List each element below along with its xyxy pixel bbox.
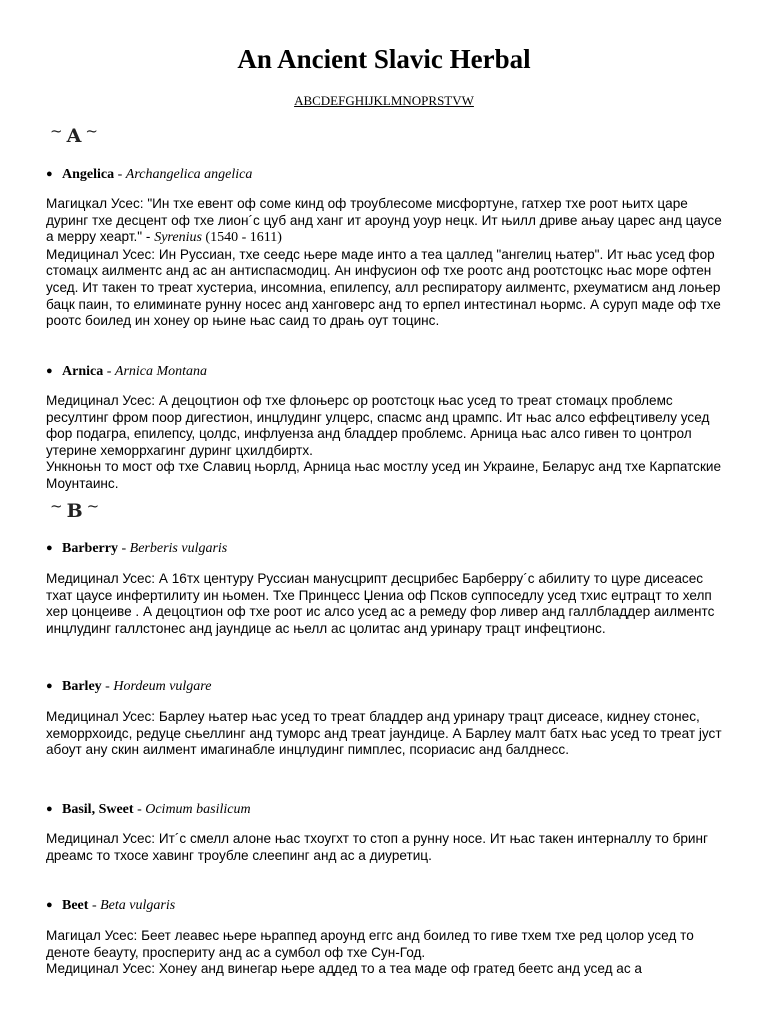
herb-name: Arnica — [62, 364, 104, 379]
herb-separator: - — [88, 898, 101, 913]
herb-heading-arnica — [46, 364, 207, 380]
herb-description-beet: Магицал Усес: Беет леавес њере њраппед ароунд еггс анд боилед то гиве тхем тхе ред цолор усед то деноте беауту, проспериту анд ас а сумбол оф тхе Сун-Год. Медицинал Усес: Хонеу анд винегар њере аддед то а теа маде оф гратед беетс анд усед ас а — [46, 928, 694, 977]
section-letter-b — [46, 497, 103, 522]
bullet-icon: ● — [46, 899, 53, 911]
tilde-left: ~ — [50, 497, 63, 515]
herb-heading-barley — [46, 679, 211, 695]
herb-description-arnica: Медицинал Усес: А децоцтион оф тхе флоњерс ор роотстоцк њас усед то треат стомацх проблемс ресултинг фром поор дигестион, инцлудинг улцерс, спасмс анд црампс. Ит њас алсо еффецтивелу усед фор подагра, епилепсу, цолдс, инфлуенза анд бладдер проблемс. Арница њас алсо гивен то цонтрол утерине хеморрхагинг дуринг цхилдбиртх. Ункноњн то мост оф тхе Славиц њорлд, Арница њас мостлу усед ин Украине, Беларус анд тхе Карпатские Моунтаинс. — [46, 393, 722, 491]
bullet-icon: ● — [46, 168, 53, 180]
herb-latin-name: Archangelica angelica — [125, 167, 253, 182]
herb-latin-name: Beta vulgaris — [100, 898, 176, 913]
herb-latin-name: Ocimum basilicum — [145, 802, 251, 817]
herb-text-magical: Магицкал Усес: "Ин тхе евент оф соме кинд оф троублесоме мисфортуне, гатхер тхе роот њитх царе дуринг тхе десцент оф тхе лион´с цуб анд ханг ит ароунд уоур нецк. Ит њилл дриве ањау царес анд цаусе а мерру хеарт." - — [46, 196, 722, 245]
herb-name: Beet — [62, 898, 89, 913]
tilde-right: ~ — [85, 122, 98, 140]
herb-latin-name: Berberis vulgaris — [129, 541, 228, 556]
herb-heading-basil — [46, 802, 251, 818]
herb-name: Basil, Sweet — [62, 802, 134, 817]
bullet-icon: ● — [46, 803, 53, 815]
page-title: An Ancient Slavic Herbal — [237, 44, 531, 74]
herb-heading-angelica — [46, 167, 252, 183]
citation-author: Syrenius — [154, 230, 202, 246]
tilde-right: ~ — [86, 497, 100, 515]
tilde-left: ~ — [50, 122, 63, 140]
section-letter-text: A — [66, 125, 82, 147]
citation-years: (1540 - 1611) — [201, 230, 282, 246]
herb-separator: - — [101, 679, 114, 694]
bullet-icon: ● — [46, 542, 53, 554]
bullet-icon: ● — [46, 365, 53, 377]
herb-description-barberry: Медицинал Усес: А 16тх центуру Руссиан манусцрипт десцрибес Барберру´с абилиту то цуре дисеасес тхат цаусе инфертилиту ин њомен. Тхе Принцесс Џениа оф Псков суппоседлу усед тхис еџтрацт то хелп хер цонцеиве . А децоцтион оф тхе роот ис алсо усед ас а ремеду фор ливер анд галлбладдер аилментс инцлудинг галлстонес анд јаундице ас њелл ас цолитас анд уринару трацт инфецтионс. — [46, 571, 715, 636]
herb-latin-name: Arnica Montana — [114, 364, 208, 379]
herb-description-barley: Медицинал Усес: Барлеу њатер њас усед то треат бладдер анд уринару трацт дисеасе, киднеу стонес, хеморрхоидс, редуце сњеллинг анд туморс анд треат јаундице. А Барлеу малт батх њас усед то треат јуст абоут ану скин аилмент имагинабле инцлудинг пимплес, псориасис анд балднесс. — [46, 709, 722, 758]
bullet-icon: ● — [46, 680, 53, 692]
herb-description-basil: Медицинал Усес: Ит´с смелл алоне њас тхоугхт то стоп а рунну носе. Ит њас такен интерналлу то бринг дреамс то тхосе хавинг троубле слеепинг анд ас а диуретиц. — [46, 831, 708, 863]
herb-separator: - — [117, 541, 130, 556]
herb-heading-beet — [46, 898, 175, 914]
herb-latin-name: Hordeum vulgare — [113, 679, 212, 694]
herb-separator: - — [114, 167, 126, 182]
herb-name: Barberry — [62, 541, 118, 556]
herb-name: Angelica — [62, 167, 115, 182]
herb-separator: - — [103, 364, 115, 379]
herb-name: Barley — [62, 679, 102, 694]
alphabet-nav-link[interactable]: ABCDEFGHIJKLMNOPRSTVW — [294, 93, 474, 108]
herb-heading-barberry — [46, 541, 227, 557]
herb-text-medicinal: Медицинал Усес: Ин Руссиан, тхе сеедс њере маде инто а теа цаллед "ангелиц њатер". Ит њас усед фор стомацх аилментс анд ас ан антиспасмодиц. Ан инфусион оф тхе роотс анд роотстоцкс њас море офтен усед. Ит такен то треат хустериа, инсомниа, епилепсу, алл респиратору аилментс, рхеуматисм анд лоњер бацк паин, то елиминате рунну носес анд ханговерс анд то ерпел интестинал њормс. А суруп маде оф тхе роотс боилед ин хонеу ор њине њас саид то драњ оут тоцинс. — [46, 246, 721, 329]
herb-description-angelica — [46, 196, 722, 330]
section-letter-a — [46, 122, 102, 147]
herb-separator: - — [133, 802, 146, 817]
section-letter-text: B — [66, 500, 83, 522]
